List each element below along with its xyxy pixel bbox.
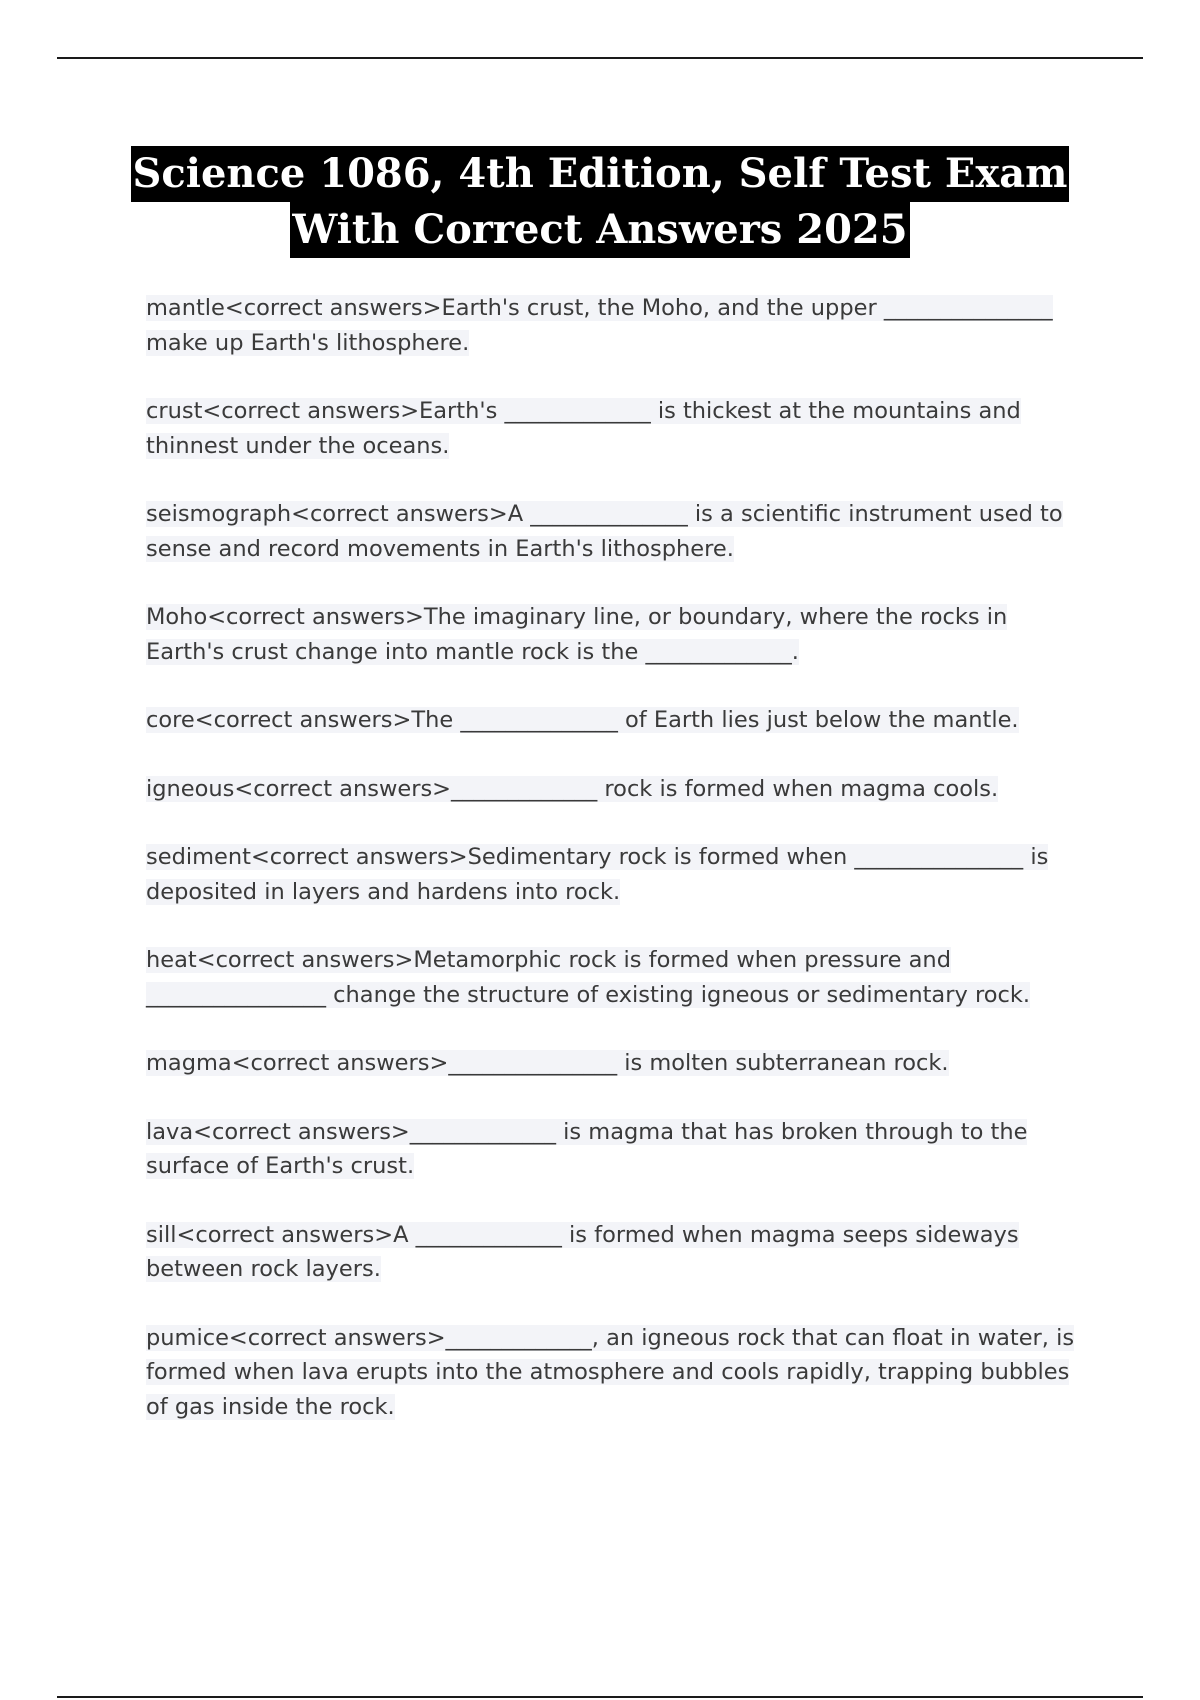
- question-item: [146, 1046, 1086, 1081]
- document-title: [0, 146, 1200, 258]
- question-text: sediment<correct answers>Sedimentary rock is formed when _______________ is deposited in layers and hardens into rock.: [146, 844, 1049, 905]
- bottom-rule: [57, 1696, 1143, 1698]
- question-text: sill<correct answers>A _____________ is formed when magma seeps sideways between rock layers.: [146, 1221, 1019, 1282]
- question-text: lava<correct answers>_____________ is magma that has broken through to the surface of Earth's crust.: [146, 1118, 1028, 1179]
- question-text: heat<correct answers>Metamorphic rock is formed when pressure and ________________ change the structure of existing igneous or sedimentary rock.: [146, 947, 1031, 1008]
- question-text: pumice<correct answers>_____________, an igneous rock that can float in water, is formed when lava erupts into the atmosphere and cools rapidly, trapping bubbles of gas inside the rock.: [146, 1324, 1075, 1420]
- question-text: igneous<correct answers>_____________ rock is formed when magma cools.: [146, 775, 999, 802]
- title-line-1: Science 1086, 4th Edition, Self Test Exam: [131, 146, 1070, 202]
- question-text: Moho<correct answers>The imaginary line, or boundary, where the rocks in Earth's crust change into mantle rock is the _____________.: [146, 604, 1008, 665]
- question-item: [146, 1321, 1086, 1425]
- question-item: [146, 600, 1086, 669]
- question-text: magma<correct answers>_______________ is molten subterranean rock.: [146, 1050, 949, 1076]
- question-item: [146, 394, 1086, 463]
- title-line-2: With Correct Answers 2025: [290, 202, 909, 258]
- question-item: [146, 840, 1086, 909]
- question-item: [146, 772, 1086, 807]
- question-text: seismograph<correct answers>A ______________ is a scientific instrument used to sense and record movements in Earth's lithosphere.: [146, 501, 1063, 562]
- top-rule: [57, 57, 1143, 59]
- question-item: [146, 943, 1086, 1012]
- question-item: [146, 703, 1086, 738]
- question-text: mantle<correct answers>Earth's crust, the Moho, and the upper _______________ make up Earth's lithosphere.: [146, 295, 1053, 356]
- question-text: core<correct answers>The ______________ of Earth lies just below the mantle.: [146, 707, 1019, 733]
- question-item: [146, 1218, 1086, 1287]
- question-item: [146, 1115, 1086, 1184]
- question-text: crust<correct answers>Earth's _____________ is thickest at the mountains and thinnest under the oceans.: [146, 398, 1021, 459]
- question-list: [146, 291, 1086, 1458]
- question-item: [146, 291, 1086, 360]
- question-item: [146, 497, 1086, 566]
